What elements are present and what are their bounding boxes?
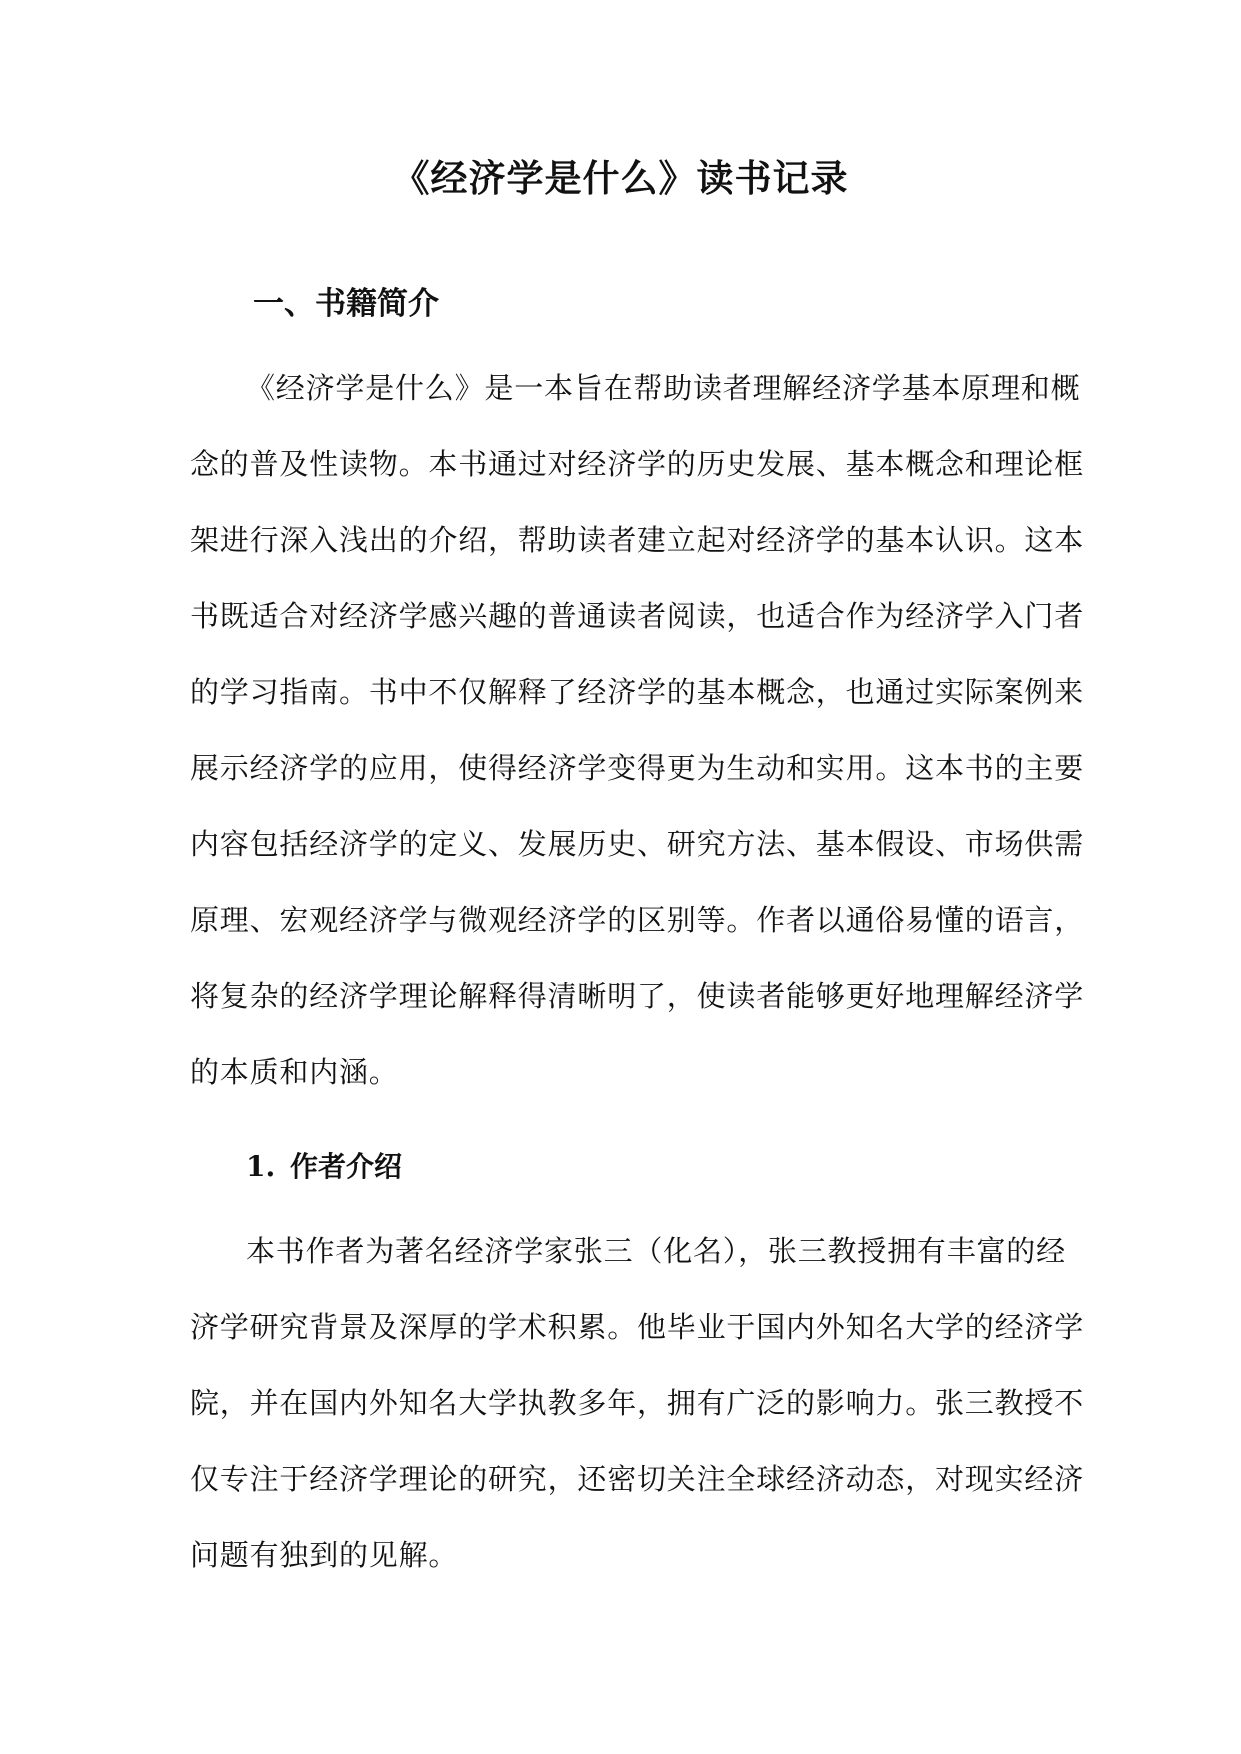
paragraph-line: 原理、宏观经济学与微观经济学的区别等。作者以通俗易懂的语言， (190, 903, 1085, 937)
document-title: 《经济学是什么》读书记录 (392, 156, 849, 200)
paragraph-line: 展示经济学的应用，使得经济学变得更为生动和实用。这本书的主要 (190, 751, 1085, 785)
paragraph-line: 本书作者为著名经济学家张三（化名），张三教授拥有丰富的经 (246, 1234, 1066, 1268)
subsection-heading-author (246, 1144, 402, 1190)
paragraph-author-intro (190, 1213, 1085, 1593)
section-heading-book-intro: 一、书籍简介 (253, 286, 439, 322)
paragraph-line: 的学习指南。书中不仅解释了经济学的基本概念，也通过实际案例来 (190, 675, 1085, 709)
paragraph-line: 《经济学是什么》是一本旨在帮助读者理解经济学基本原理和概 (246, 371, 1081, 405)
paragraph-line: 架进行深入浅出的介绍，帮助读者建立起对经济学的基本认识。这本 (190, 523, 1085, 557)
paragraph-line: 仅专注于经济学理论的研究，还密切关注全球经济动态，对现实经济 (190, 1462, 1085, 1496)
subsection-title: 作者介绍 (290, 1150, 403, 1183)
paragraph-book-intro (190, 350, 1085, 1110)
paragraph-line: 济学研究背景及深厚的学术积累。他毕业于国内外知名大学的经济学 (190, 1310, 1085, 1344)
subsection-number: 1. (246, 1150, 276, 1183)
paragraph-line: 问题有独到的见解。 (190, 1538, 459, 1572)
paragraph-line: 将复杂的经济学理论解释得清晰明了，使读者能够更好地理解经济学 (190, 979, 1085, 1013)
paragraph-line: 的本质和内涵。 (190, 1055, 399, 1089)
paragraph-line: 书既适合对经济学感兴趣的普通读者阅读，也适合作为经济学入门者 (190, 599, 1085, 633)
paragraph-line: 内容包括经济学的定义、发展历史、研究方法、基本假设、市场供需 (190, 827, 1085, 861)
paragraph-line: 院，并在国内外知名大学执教多年，拥有广泛的影响力。张三教授不 (190, 1386, 1085, 1420)
paragraph-line: 念的普及性读物。本书通过对经济学的历史发展、基本概念和理论框 (190, 447, 1085, 481)
